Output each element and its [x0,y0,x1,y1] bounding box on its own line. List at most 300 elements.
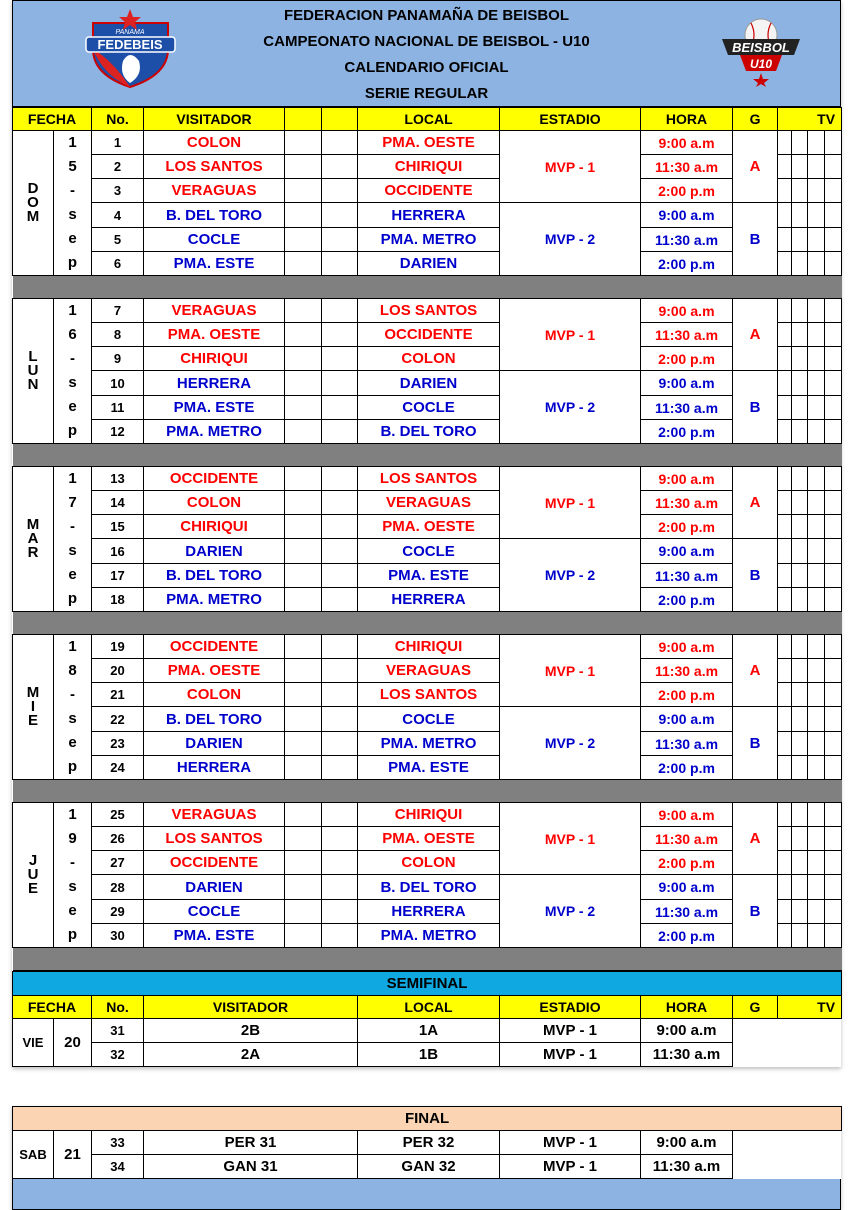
tv-cell [792,707,808,732]
col-visitador: VISITADOR [144,108,285,131]
date-char: - [70,182,75,199]
blank-cell [322,683,358,707]
game-time: 11:30 a.m [641,155,733,179]
game-time: 2:00 p.m [641,347,733,371]
tv-cell [792,683,808,707]
tv-cell [792,155,808,179]
game-visitor: B. DEL TORO [144,203,285,228]
game-no: 2 [92,155,144,179]
day-letter: A [27,530,39,547]
col-local: LOCAL [358,108,500,131]
date-char: - [70,854,75,871]
blank-cell [322,131,358,155]
blank-cell [322,803,358,827]
game-visitor: PMA. METRO [144,420,285,444]
tv-cell [778,683,792,707]
blank-cell [322,900,358,924]
tv-cell [825,420,842,444]
game-row [13,659,842,683]
blank-cell [322,179,358,203]
game-visitor: PMA. ESTE [144,396,285,420]
logo-left-top: PANAMA [115,29,145,36]
tv-cell [792,900,808,924]
day-letter: O [27,194,39,211]
tv-cell [825,371,842,396]
game-no: 11 [92,396,144,420]
game-time: 9:00 a.m [641,1019,733,1043]
game-no: 6 [92,252,144,276]
tv-cell [778,875,792,900]
game-time: 11:30 a.m [641,1155,733,1179]
game-local: CHIRIQUI [358,803,500,827]
date-char: 9 [68,830,77,847]
game-no: 3 [92,179,144,203]
game-row [13,851,842,875]
final-table [12,1106,842,1179]
game-time: 9:00 a.m [641,299,733,323]
beisbol-u10-logo [718,17,804,87]
day-letter: E [27,880,38,897]
day-label [13,131,54,276]
game-local: HERRERA [358,203,500,228]
game-visitor: LOS SANTOS [144,827,285,851]
date-label [54,803,92,948]
game-local: PMA. OESTE [358,515,500,539]
game-visitor: OCCIDENTE [144,635,285,659]
semifinal-header-row [13,996,842,1019]
final-title-row [13,1107,842,1131]
day-separator [13,276,842,299]
game-row [13,803,842,827]
day-letter: R [27,544,39,561]
final-row [13,1131,842,1155]
tv-cell [808,827,825,851]
game-row [13,491,842,515]
date-label [54,131,92,276]
game-extra [733,1131,842,1155]
game-no: 30 [92,924,144,948]
game-row [13,420,842,444]
tv-cell [808,900,825,924]
game-visitor: VERAGUAS [144,179,285,203]
day-letter: U [27,362,39,379]
game-time: 9:00 a.m [641,875,733,900]
day-letter: D [27,180,39,197]
game-visitor: COCLE [144,228,285,252]
tv-cell [825,803,842,827]
date-char: p [67,926,78,943]
day-letter: N [27,376,39,393]
col-fecha: FECHA [13,996,92,1019]
tv-cell [792,875,808,900]
tv-cell [792,659,808,683]
game-row [13,900,842,924]
game-local: PMA. OESTE [358,827,500,851]
tv-cell [808,299,825,323]
date-char: 6 [68,326,77,343]
game-time: 2:00 p.m [641,924,733,948]
game-time: 2:00 p.m [641,851,733,875]
blank-cell [285,924,322,948]
game-local: VERAGUAS [358,491,500,515]
logo-right-top: BEISBOL [732,40,790,55]
game-extra [733,1019,842,1043]
tv-cell [825,299,842,323]
tv-cell [808,875,825,900]
day-separator [13,948,842,971]
tv-cell [778,228,792,252]
game-time: 11:30 a.m [641,564,733,588]
group-b-label: B [733,539,778,612]
col-estadio: ESTADIO [500,108,641,131]
tv-cell [825,851,842,875]
tv-cell [792,396,808,420]
tv-cell [808,371,825,396]
game-row [13,683,842,707]
game-no: 34 [92,1155,144,1179]
tv-cell [808,347,825,371]
tv-cell [808,155,825,179]
tv-cell [792,203,808,228]
date-char: s [68,542,77,559]
game-visitor: PMA. ESTE [144,924,285,948]
game-time: 2:00 p.m [641,252,733,276]
blank-cell [285,683,322,707]
game-local: PER 32 [358,1131,500,1155]
game-time: 9:00 a.m [641,707,733,732]
regular-season-table [12,107,842,971]
date-char: - [70,686,75,703]
game-row [13,347,842,371]
tv-cell [825,635,842,659]
date-char: p [67,590,78,607]
tv-cell [808,252,825,276]
blank-cell [285,396,322,420]
col-no: No. [92,108,144,131]
tv-cell [778,203,792,228]
semifinal-title-row [13,972,842,996]
game-visitor: 2A [144,1043,358,1067]
col-tv: TV [778,996,842,1019]
game-visitor: VERAGUAS [144,299,285,323]
group-a-label: A [733,131,778,203]
tv-cell [778,635,792,659]
tv-cell [808,179,825,203]
stadium-a: MVP - 1 [500,131,641,203]
final-date: 21 [54,1131,92,1179]
schedule-sheet [12,0,841,1067]
date-char: e [68,566,77,583]
game-visitor: DARIEN [144,732,285,756]
date-char: 8 [68,662,77,679]
game-row [13,588,842,612]
title-championship: CAMPEONATO NACIONAL DE BEISBOL - U10 [263,33,590,50]
semifinal-row [13,1019,842,1043]
blank-cell [322,756,358,780]
tv-cell [825,732,842,756]
group-b-label: B [733,203,778,276]
game-local: PMA. METRO [358,228,500,252]
date-char: s [68,206,77,223]
blank-cell [322,203,358,228]
game-time: 9:00 a.m [641,467,733,491]
game-time: 11:30 a.m [641,228,733,252]
tv-cell [825,827,842,851]
col-g: G [733,108,778,131]
day-label [13,803,54,948]
blank-cell [285,659,322,683]
game-time: 11:30 a.m [641,1043,733,1067]
col-local: LOCAL [358,996,500,1019]
tv-cell [825,900,842,924]
blank-cell [285,564,322,588]
group-a-label: A [733,635,778,707]
tv-cell [792,491,808,515]
tv-cell [808,683,825,707]
tv-cell [792,732,808,756]
stadium-a: MVP - 1 [500,803,641,875]
date-char: s [68,878,77,895]
col-hora: HORA [641,996,733,1019]
game-visitor: PMA. OESTE [144,323,285,347]
tv-cell [778,371,792,396]
game-no: 21 [92,683,144,707]
game-local: COCLE [358,396,500,420]
day-separator [13,612,842,635]
game-visitor: DARIEN [144,875,285,900]
col-visitador: VISITADOR [144,996,358,1019]
game-local: DARIEN [358,371,500,396]
day-letter: J [28,852,38,869]
game-visitor: PMA. OESTE [144,659,285,683]
game-no: 14 [92,491,144,515]
game-no: 29 [92,900,144,924]
tv-cell [778,851,792,875]
tv-cell [808,539,825,564]
date-char: e [68,734,77,751]
tv-cell [808,564,825,588]
tv-cell [825,155,842,179]
game-row [13,203,842,228]
game-local: LOS SANTOS [358,683,500,707]
title-federation: FEDERACION PANAMAÑA DE BEISBOL [283,7,569,24]
game-local: PMA. METRO [358,732,500,756]
stadium-b: MVP - 2 [500,371,641,444]
tv-cell [825,875,842,900]
game-extra [733,1155,842,1179]
game-no: 1 [92,131,144,155]
game-row [13,299,842,323]
game-no: 15 [92,515,144,539]
tv-cell [825,228,842,252]
blank-cell [285,155,322,179]
date-char: e [68,902,77,919]
game-no: 20 [92,659,144,683]
blank-cell [322,420,358,444]
tv-cell [778,179,792,203]
game-time: 9:00 a.m [641,803,733,827]
game-row [13,924,842,948]
date-char: s [68,374,77,391]
stadium-b: MVP - 2 [500,539,641,612]
date-label [54,467,92,612]
game-time: 2:00 p.m [641,756,733,780]
game-visitor: PMA. ESTE [144,252,285,276]
game-time: 9:00 a.m [641,1131,733,1155]
tv-cell [808,228,825,252]
page-header [12,0,841,107]
blank-cell [322,467,358,491]
game-time: 9:00 a.m [641,371,733,396]
game-local: HERRERA [358,900,500,924]
blank-cell [322,635,358,659]
game-no: 18 [92,588,144,612]
game-visitor: PMA. METRO [144,588,285,612]
game-time: 2:00 p.m [641,179,733,203]
tv-cell [778,252,792,276]
blank-cell [285,635,322,659]
tv-cell [778,588,792,612]
stadium-b: MVP - 2 [500,707,641,780]
tv-cell [792,228,808,252]
logo-left-name: FEDEBEIS [97,37,163,52]
game-row [13,179,842,203]
stadium-a: MVP - 1 [500,635,641,707]
blank-cell [285,851,322,875]
game-visitor: OCCIDENTE [144,467,285,491]
blank-cell [285,323,322,347]
day-letter: M [26,684,40,701]
blank-cell [285,420,322,444]
tv-cell [808,659,825,683]
blank-cell [322,732,358,756]
blank-cell [322,924,358,948]
date-char: 5 [68,158,77,175]
tv-cell [808,203,825,228]
game-row [13,515,842,539]
date-char: s [68,710,77,727]
tv-cell [778,155,792,179]
game-no: 22 [92,707,144,732]
blank-cell [285,491,322,515]
blank-cell [322,875,358,900]
col-blank-1 [285,108,322,131]
game-stadium: MVP - 1 [500,1043,641,1067]
date-char: 1 [68,134,77,151]
tv-cell [808,396,825,420]
game-local: 1B [358,1043,500,1067]
bottom-band [12,1179,841,1210]
tv-cell [792,515,808,539]
game-row [13,131,842,155]
blank-cell [285,707,322,732]
game-no: 16 [92,539,144,564]
stadium-a: MVP - 1 [500,467,641,539]
stadium-b: MVP - 2 [500,875,641,948]
tv-cell [778,347,792,371]
blank-cell [285,228,322,252]
semifinal-date: 20 [54,1019,92,1067]
game-local: COLON [358,851,500,875]
blank-cell [285,252,322,276]
game-visitor: PER 31 [144,1131,358,1155]
tv-cell [792,924,808,948]
game-no: 9 [92,347,144,371]
date-char: p [67,422,78,439]
day-label [13,299,54,444]
final-row [13,1155,842,1179]
stadium-b: MVP - 2 [500,203,641,276]
tv-cell [778,827,792,851]
col-g: G [733,996,778,1019]
tv-cell [778,539,792,564]
game-local: DARIEN [358,252,500,276]
game-row [13,155,842,179]
date-char: - [70,350,75,367]
game-local: PMA. METRO [358,924,500,948]
blank-cell [322,323,358,347]
tv-cell [808,323,825,347]
blank-cell [322,299,358,323]
game-time: 2:00 p.m [641,588,733,612]
game-no: 33 [92,1131,144,1155]
separator-band [13,780,842,803]
game-time: 11:30 a.m [641,900,733,924]
blank-cell [285,203,322,228]
game-visitor: B. DEL TORO [144,564,285,588]
game-local: COCLE [358,539,500,564]
game-time: 11:30 a.m [641,827,733,851]
tv-cell [825,924,842,948]
game-local: LOS SANTOS [358,467,500,491]
game-local: B. DEL TORO [358,875,500,900]
day-label [13,467,54,612]
game-stadium: MVP - 1 [500,1131,641,1155]
game-visitor: B. DEL TORO [144,707,285,732]
semifinal-table [12,971,842,1067]
date-char: p [67,758,78,775]
tv-cell [778,803,792,827]
tv-cell [808,467,825,491]
game-no: 8 [92,323,144,347]
game-no: 27 [92,851,144,875]
blank-cell [285,756,322,780]
tv-cell [792,347,808,371]
game-visitor: HERRERA [144,371,285,396]
tv-cell [778,420,792,444]
game-time: 11:30 a.m [641,491,733,515]
date-char: 1 [68,806,77,823]
game-visitor: COCLE [144,900,285,924]
tv-cell [778,732,792,756]
group-a-label: A [733,803,778,875]
final-day: SAB [13,1131,54,1179]
game-no: 28 [92,875,144,900]
game-no: 25 [92,803,144,827]
game-row [13,467,842,491]
game-local: LOS SANTOS [358,299,500,323]
group-b-label: B [733,875,778,948]
game-row [13,756,842,780]
day-letter: L [28,348,38,365]
separator-band [13,612,842,635]
blank-cell [322,588,358,612]
game-visitor: COLON [144,491,285,515]
semifinal-row [13,1043,842,1067]
date-char: e [68,230,77,247]
game-local: CHIRIQUI [358,635,500,659]
game-time: 9:00 a.m [641,203,733,228]
